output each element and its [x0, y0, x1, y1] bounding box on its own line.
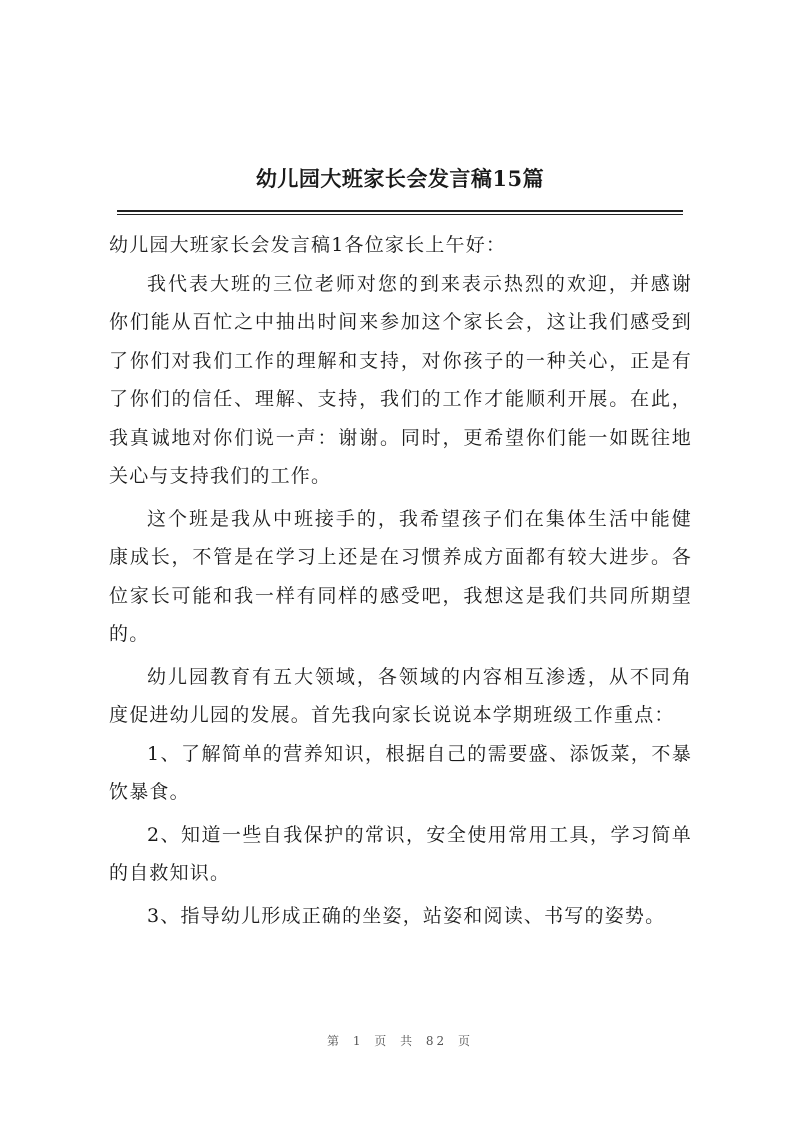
list-item: 3、指导幼儿形成正确的坐姿，站姿和阅读、书写的姿势。	[147, 904, 666, 927]
paragraph-greeting: 幼儿园大班家长会发言稿1各位家长上午好：	[109, 234, 507, 256]
paragraph: 幼儿园教育有五大领域，各领域的内容相互渗透，从不同角度促进幼儿园的发展。首先我向家长说说本学期班级工作重点：	[109, 665, 692, 726]
document-body	[109, 226, 692, 935]
page-title: 幼儿园大班家长会发言稿15篇	[255, 166, 545, 191]
paragraph: 这个班是我从中班接手的，我希望孩子们在集体生活中能健康成长，不管是在学习上还是在习惯养成方面都有较大进步。各位家长可能和我一样有同样的感受吧，我想这是我们共同所期望的。	[109, 507, 692, 645]
list-item: 2、知道一些自我保护的常识，安全使用常用工具，学习简单的自救知识。	[109, 823, 692, 884]
list-item: 1、了解简单的营养知识，根据自己的需要盛、添饭菜，不暴饮暴食。	[109, 742, 692, 803]
paragraph: 我代表大班的三位老师对您的到来表示热烈的欢迎，并感谢你们能从百忙之中抽出时间来参加这个家长会，这让我们感受到了你们对我们工作的理解和支持，对你孩子的一种关心，正是有了你们的信任、理解、支持，我们的工作才能顺利开展。在此，我真诚地对你们说一声：谢谢。同时，更希望你们能一如既往地关心与支持我们的工作。	[109, 272, 692, 487]
page-number-footer: 第 1 页 共 82 页	[327, 1034, 473, 1048]
title-divider-thin	[117, 214, 683, 215]
title-divider	[117, 210, 683, 212]
